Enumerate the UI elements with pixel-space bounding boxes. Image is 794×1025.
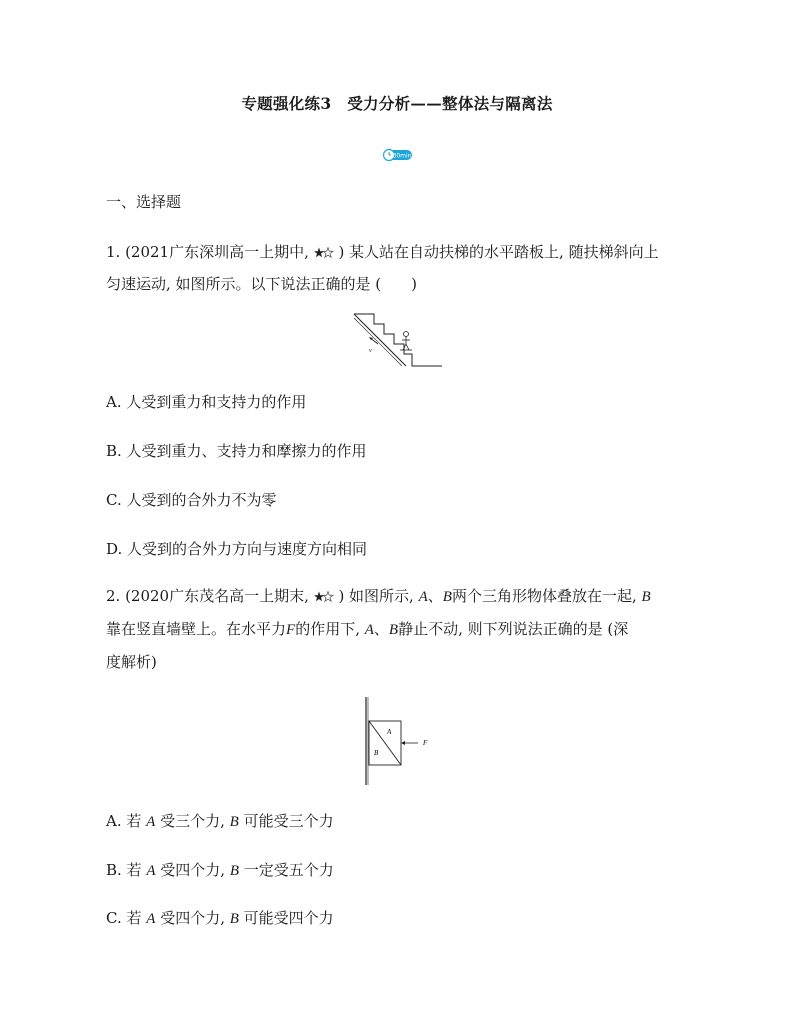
page-title: 专题强化练3 受力分析——整体法与隔离法	[241, 94, 553, 113]
q2-line2-head: 靠在竖直墙壁上。在水平力	[106, 620, 287, 638]
question-2-line-3: 度解析)	[106, 653, 157, 671]
velocity-label: v	[369, 348, 372, 354]
option-mid: 受四个力,	[155, 909, 230, 927]
difficulty-star-icon	[314, 591, 334, 603]
q1-option-a: A. 人受到重力和支持力的作用	[106, 393, 307, 411]
var-f: F	[286, 622, 296, 638]
block-a-label: A	[387, 728, 392, 736]
question-2-line-2	[106, 618, 628, 639]
q2-line2-tail: 静止不动, 则下列说法正确的是 (深	[398, 620, 629, 638]
question-1-line-1	[106, 241, 659, 262]
option-mid: 受三个力,	[155, 812, 230, 830]
timer-label: 30min	[392, 152, 412, 160]
q2-prefix: 2. (2020广东茂名高一上期末,	[106, 587, 309, 605]
difficulty-star-icon	[314, 247, 334, 259]
var-b: B	[641, 589, 651, 605]
option-prefix: C. 若	[106, 909, 147, 927]
section-heading: 一、选择题	[106, 193, 182, 211]
var-b: B	[229, 911, 239, 927]
q1-prefix: 1. (2021广东深圳高一上期中,	[106, 243, 309, 261]
q1-option-b: B. 人受到重力、支持力和摩擦力的作用	[106, 442, 367, 460]
q2-line1-suffix: ) 如图所示,	[338, 587, 419, 605]
q1-option-c: C. 人受到的合外力不为零	[106, 491, 277, 509]
question-2-line-1	[106, 585, 651, 606]
q2-option-c	[106, 907, 334, 928]
var-a: A	[418, 589, 428, 605]
var-a: A	[146, 863, 156, 879]
var-a: A	[146, 911, 156, 927]
timer-badge	[383, 147, 413, 161]
option-prefix: A. 若	[106, 812, 147, 830]
option-post: 一定受五个力	[238, 861, 334, 879]
q2-line1-tail: 两个三角形物体叠放在一起,	[451, 587, 642, 605]
q1-option-d: D. 人受到的合外力方向与速度方向相同	[106, 540, 368, 558]
option-post: 可能受四个力	[238, 909, 334, 927]
var-b: B	[442, 589, 452, 605]
force-f-label: F	[423, 739, 428, 747]
clock-icon	[383, 148, 413, 162]
q2-option-b	[106, 859, 334, 880]
q2-line1-mid: 、	[373, 620, 389, 638]
block-b-label: B	[374, 749, 379, 757]
var-b: B	[388, 622, 399, 638]
question-1-line-2: 匀速运动, 如图所示。以下说法正确的是 ( )	[106, 275, 418, 293]
option-post: 可能受三个力	[238, 812, 334, 830]
var-a: A	[364, 622, 374, 638]
escalator-figure	[352, 312, 444, 370]
var-b: B	[229, 814, 239, 830]
q2-line1-mid: 、	[427, 587, 443, 605]
option-prefix: B. 若	[106, 861, 147, 879]
var-b: B	[229, 863, 239, 879]
var-a: A	[146, 814, 156, 830]
option-mid: 受四个力,	[155, 861, 230, 879]
q2-option-a	[106, 810, 334, 831]
wall-blocks-figure	[360, 697, 440, 787]
q2-line2-mid: 的作用下,	[295, 620, 365, 638]
q1-suffix: ) 某人站在自动扶梯的水平踏板上, 随扶梯斜向上	[338, 243, 659, 261]
